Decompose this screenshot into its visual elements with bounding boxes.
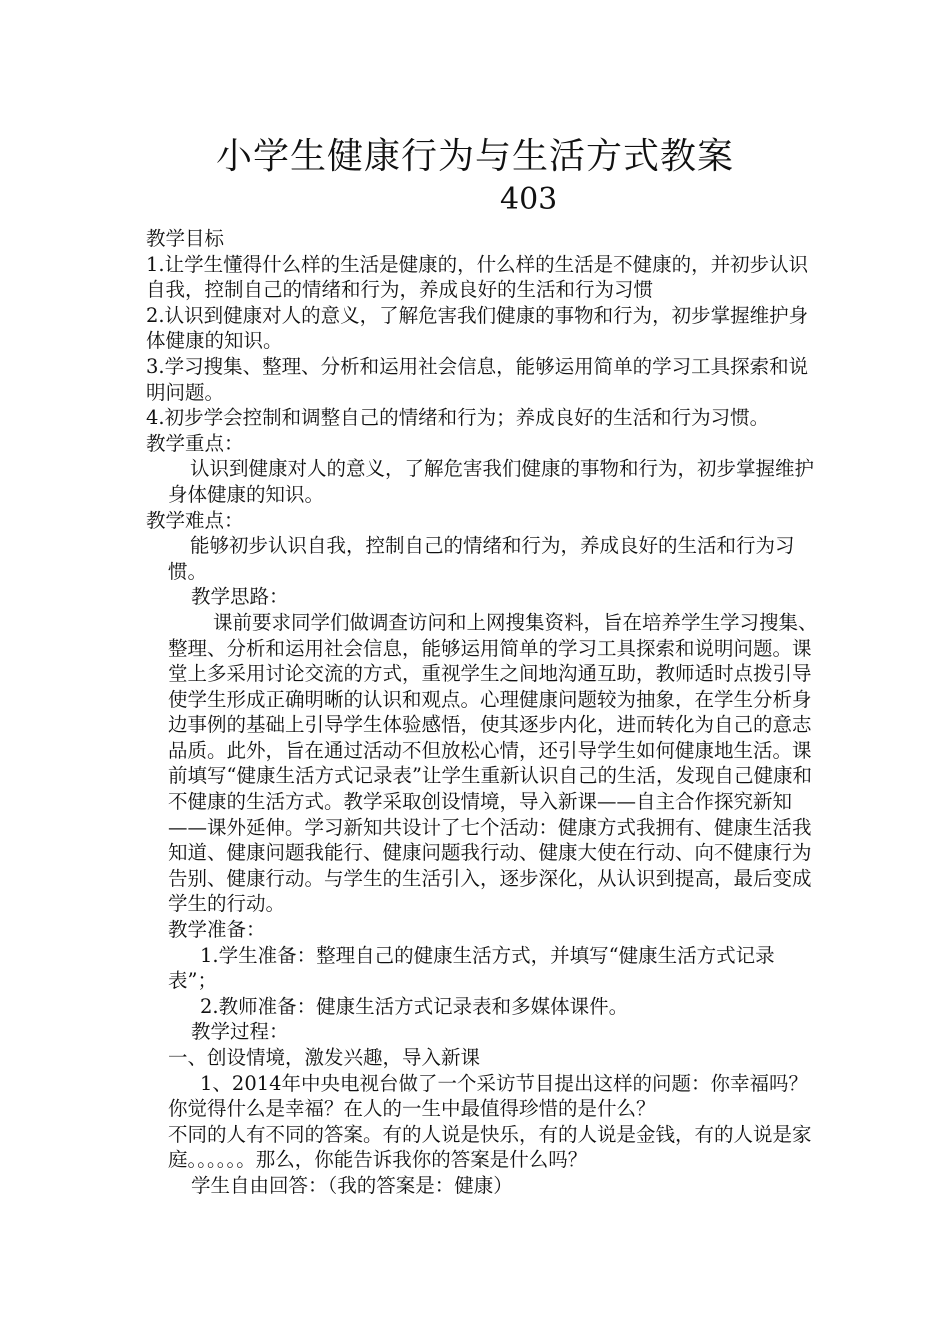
teacher-preparation: 2.教师准备：健康生活方式记录表和多媒体课件。 (200, 994, 629, 1018)
heading-teaching-process: 教学过程： (191, 1020, 289, 1044)
heading-preparation: 教学准备： (168, 918, 266, 942)
heading-teaching-approach: 教学思路： (191, 585, 289, 609)
heading-teaching-goals: 教学目标 (146, 227, 225, 250)
student-answer: 学生自由回答：（我的答案是：健康） (191, 1173, 513, 1197)
heading-difficulties: 教学难点： (146, 508, 244, 532)
difficulties-text: 能够初步认识自我，控制自己的情绪和行为，养成良好的生活和行为习惯。 (168, 534, 795, 583)
document-subtitle: 403 (500, 182, 558, 217)
document-title: 小学生健康行为与生活方式教案 (215, 136, 734, 177)
teaching-approach-text: 课前要求同学们做调查访问和上网搜集资料，旨在培养学生学习搜集、整理、分析和运用社会信息，能够运用简单的学习工具探索和说明问题。课堂上多采用讨论交流的方式，重视学生之间地沟通互助，教师适时点拨引导使学生形成正确明晰的认识和观点。心理健康问题较为抽象，在学生分析身边事例的基础上引导学生体验感悟，使其逐步内化，进而转化为自己的意志品质。此外，旨在通过活动不但放松心情，还引导学生如何健康地生活。课前填写“健康生活方式记录表”让学生重新认识自己的生活，发现自己健康和不健康的生活方式。教学采取创设情境，导入新课——自主合作探究新知——课外延伸。学习新知共设计了七个活动：健康方式我拥有、健康生活我知道、健康问题我能行、健康问题我行动、健康大使在行动、向不健康行为告别、健康行动。与学生的生活引入，逐步深化，从认识到提高，最后变成学生的行动。 (168, 610, 818, 916)
section-one-answers: 不同的人有不同的答案。有的人说是快乐，有的人说是金钱，有的人说是家庭。。。。。。那么，你能告诉我你的答案是什么吗？ (168, 1122, 812, 1172)
goal-1: 1.让学生懂得什么样的生活是健康的，什么样的生活是不健康的，并初步认识自我，控制自己的情绪和行为，养成良好的生活和行为习惯 (146, 252, 809, 302)
student-preparation: 1.学生准备：整理自己的健康生活方式，并填写“健康生活方式记录表”； (168, 943, 775, 993)
heading-key-points: 教学重点： (146, 431, 244, 455)
section-one-item-1: 1、2014年中央电视台做了一个采访节目提出这样的问题：你幸福吗？你觉得什么是幸福？在人的一生中最值得珍惜的是什么？ (168, 1071, 809, 1121)
goal-4: 4.初步学会控制和调整自己的情绪和行为；养成良好的生活和行为习惯。 (146, 406, 770, 430)
goal-2: 2.认识到健康对人的意义，了解危害我们健康的事物和行为，初步掌握维护身体健康的知识。 (146, 303, 809, 353)
key-points-text: 认识到健康对人的意义，了解危害我们健康的事物和行为，初步掌握维护身体健康的知识。 (168, 457, 815, 506)
section-one-heading: 一、创设情境，激发兴趣，导入新课 (168, 1046, 481, 1069)
document-body (146, 226, 818, 1199)
goal-3: 3.学习搜集、整理、分析和运用社会信息，能够运用简单的学习工具探索和说明问题。 (146, 354, 809, 404)
